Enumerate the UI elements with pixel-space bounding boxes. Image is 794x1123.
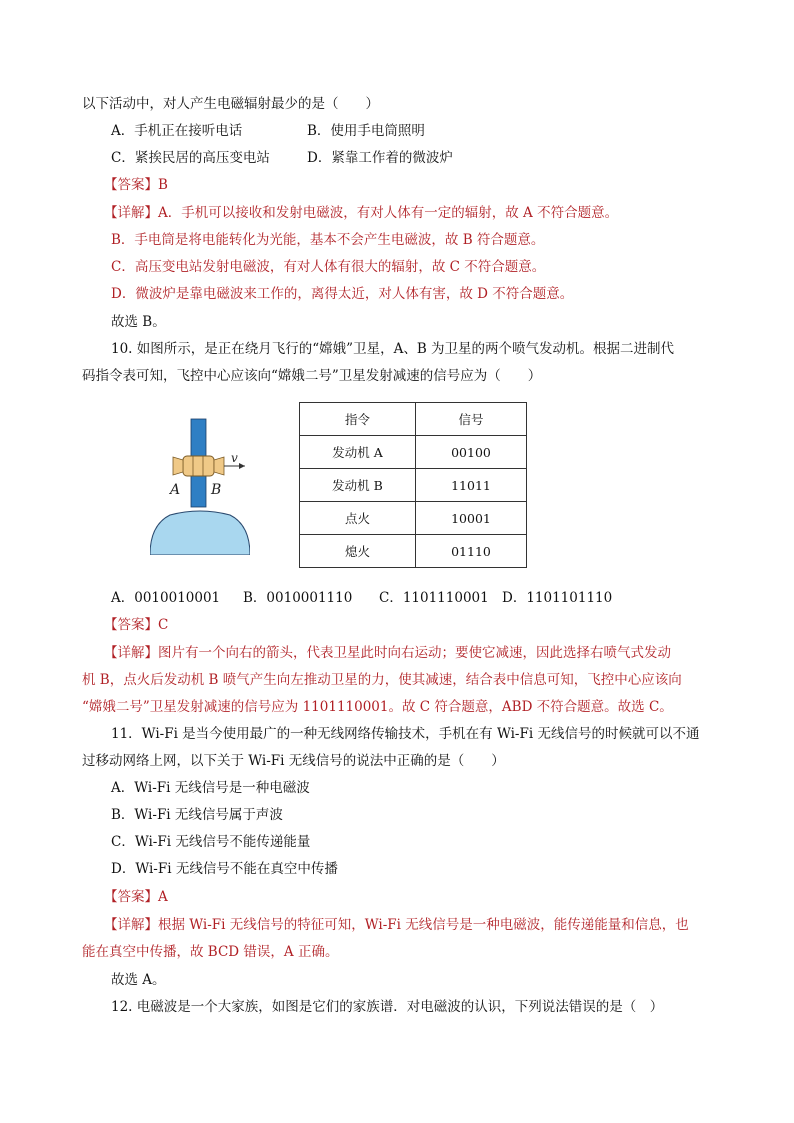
q10-detail-line-1: 【详解】图片有一个向右的箭头，代表卫星此时向右运动；要使它减速，因此选择右喷气式发动 [104, 645, 671, 661]
table-cell-command: 发动机 A [300, 436, 416, 469]
table-cell-signal: 00100 [416, 436, 527, 469]
table-header-signal: 信号 [416, 403, 527, 436]
table-header-command: 指令 [300, 403, 416, 436]
table-cell-command: 发动机 B [300, 469, 416, 502]
table-cell-command: 点火 [300, 502, 416, 535]
q9-answer: 【答案】B [104, 177, 168, 193]
satellite-body [183, 456, 214, 476]
q10-stem-line-1: 10. 如图所示，是正在绕月飞行的“嫦娥”卫星，A、B 为卫星的两个喷气发动机。根据二进制代 [111, 341, 675, 357]
table-header-row [300, 403, 527, 436]
q10-detail-line-2: 机 B，点火后发动机 B 喷气产生向左推动卫星的力，使其减速，结合表中信息可知，飞控中心应该向 [82, 672, 682, 688]
table-row [300, 502, 527, 535]
q10-option-d: D．1101101110 [502, 590, 613, 606]
q11-answer: 【答案】A [104, 889, 168, 905]
table-row [300, 436, 527, 469]
table-cell-command: 熄火 [300, 535, 416, 568]
q11-option-c: C．Wi-Fi 无线信号不能传递能量 [111, 834, 311, 850]
satellite-figure [150, 415, 250, 555]
velocity-label: v [231, 451, 238, 465]
moon-surface [150, 511, 250, 555]
table-cell-signal: 11011 [416, 469, 527, 502]
q9-detail-line-2: B．手电筒是将电能转化为光能，基本不会产生电磁波，故 B 符合题意。 [111, 232, 545, 248]
q11-stem-line-2: 过移动网络上网，以下关于 Wi-Fi 无线信号的说法中正确的是（ ） [82, 753, 505, 769]
q11-choose: 故选 A。 [111, 972, 166, 988]
engine-b [214, 457, 224, 475]
q10-option-b: B．0010001110 [243, 590, 353, 606]
engine-a [173, 457, 183, 475]
q9-detail-line-3: C．高压变电站发射电磁波，有对人体有很大的辐射，故 C 不符合题意。 [111, 259, 546, 275]
q11-detail-line-2: 能在真空中传播，故 BCD 错误，A 正确。 [82, 944, 339, 960]
table-cell-signal: 01110 [416, 535, 527, 568]
q10-answer: 【答案】C [104, 617, 169, 633]
table-cell-signal: 10001 [416, 502, 527, 535]
q10-option-c: C．1101110001 [379, 590, 489, 606]
q11-detail-line-1: 【详解】根据 Wi-Fi 无线信号的特征可知，Wi-Fi 无线信号是一种电磁波，能传递能量和信息，也 [104, 917, 689, 933]
q11-option-a: A．Wi-Fi 无线信号是一种电磁波 [111, 780, 310, 796]
q9-option-c: C．紧挨民居的高压变电站 [111, 150, 270, 166]
command-signal-table [299, 402, 527, 568]
q9-detail-line-4: D．微波炉是靠电磁波来工作的，离得太近，对人体有害，故 D 不符合题意。 [111, 286, 574, 302]
q11-option-b: B．Wi-Fi 无线信号属于声波 [111, 807, 283, 823]
q9-option-a: A．手机正在接听电话 [111, 123, 243, 139]
table-row [300, 469, 527, 502]
q12-stem: 12. 电磁波是一个大家族，如图是它们的家族谱．对电磁波的认识，下列说法错误的是（ ） [111, 999, 664, 1015]
q10-detail-line-3: “嫦娥二号”卫星发射减速的信号应为 1101110001。故 C 符合题意，ABD 不符合题意。故选 C。 [82, 699, 673, 715]
q10-stem-line-2: 码指令表可知，飞控中心应该向“嫦娥二号”卫星发射减速的信号应为（ ） [82, 368, 542, 384]
table-row [300, 535, 527, 568]
q10-option-a: A．0010010001 [111, 590, 221, 606]
q9-stem: 以下活动中，对人产生电磁辐射最少的是（ ） [82, 96, 379, 112]
q11-option-d: D．Wi-Fi 无线信号不能在真空中传播 [111, 861, 338, 877]
solar-panel-top [191, 419, 206, 456]
q11-stem-line-1: 11．Wi-Fi 是当今使用最广的一种无线网络传输技术，手机在有 Wi-Fi 无线信号的时候就可以不通 [111, 726, 700, 742]
q9-detail-line-1: 【详解】A．手机可以接收和发射电磁波，有对人体有一定的辐射，故 A 不符合题意。 [104, 205, 619, 221]
q9-option-b: B．使用手电筒照明 [307, 123, 425, 139]
engine-b-label: B [211, 482, 222, 498]
q9-choose: 故选 B。 [111, 314, 166, 330]
q9-option-d: D．紧靠工作着的微波炉 [307, 150, 453, 166]
solar-panel-bottom [191, 476, 206, 507]
engine-a-label: A [170, 482, 181, 498]
